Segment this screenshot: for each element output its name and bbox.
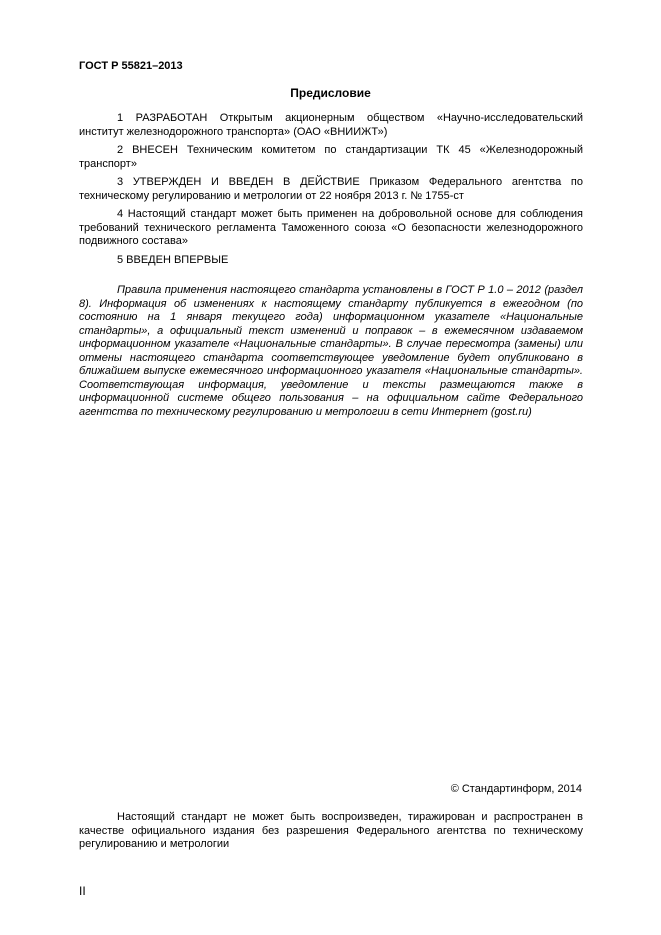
foreword-item-1: 1 РАЗРАБОТАН Открытым акционерным обществом «Научно-исследовательский институт железнодорожного транспорта» (ОАО «ВНИИЖТ») (79, 112, 583, 138)
foreword-item-2: 2 ВНЕСЕН Техническим комитетом по стандартизации ТК 45 «Железнодорожный транспорт» (79, 144, 583, 170)
page-number: II (79, 884, 86, 898)
foreword-item-3: 3 УТВЕРЖДЕН И ВВЕДЕН В ДЕЙСТВИЕ Приказом Федерального агентства по техническому регулированию и метрологии от 22 ноября 2013 г. № 1755-ст (79, 176, 583, 202)
copyright-notice: © Стандартинформ, 2014 (450, 783, 582, 795)
foreword-item-4: 4 Настоящий стандарт может быть применен на добровольной основе для соблюдения требований технического регламента Таможенного союза «О безопасности железнодорожного подвижного состава» (79, 208, 583, 247)
foreword-item-5: 5 ВВЕДЕН ВПЕРВЫЕ (117, 253, 229, 266)
reproduction-restriction: Настоящий стандарт не может быть воспроизведен, тиражирован и распространен в качестве официального издания без разрешения Федерального агентства по техническому регулированию и метрологии (79, 811, 583, 850)
document-code: ГОСТ Р 55821–2013 (79, 60, 183, 72)
foreword-section (79, 112, 583, 419)
page-title: Предисловие (290, 86, 371, 100)
application-rules-note: Правила применения настоящего стандарта установлены в ГОСТ Р 1.0 – 2012 (раздел 8). Информация об изменениях к настоящему стандарту публикуется в ежегодном (по состоянию на 1 января текущего года) информационном указателе «Национальные стандарты», а официальный текст изменений и поправок – в ежемесячном издаваемом информационном указателе «Национальные стандарты». В случае пересмотра (замены) или отмены настоящего стандарта соответствующее уведомление будет опубликовано в ближайшем выпуске ежемесячного информационного указателя «Национальные стандарты». Соответствующая информация, уведомление и тексты размещаются также в информационной системе общего пользования – на официальном сайте Федерального агентства по техническому регулированию и метрологии в сети Интернет (gost.ru) (79, 284, 583, 418)
